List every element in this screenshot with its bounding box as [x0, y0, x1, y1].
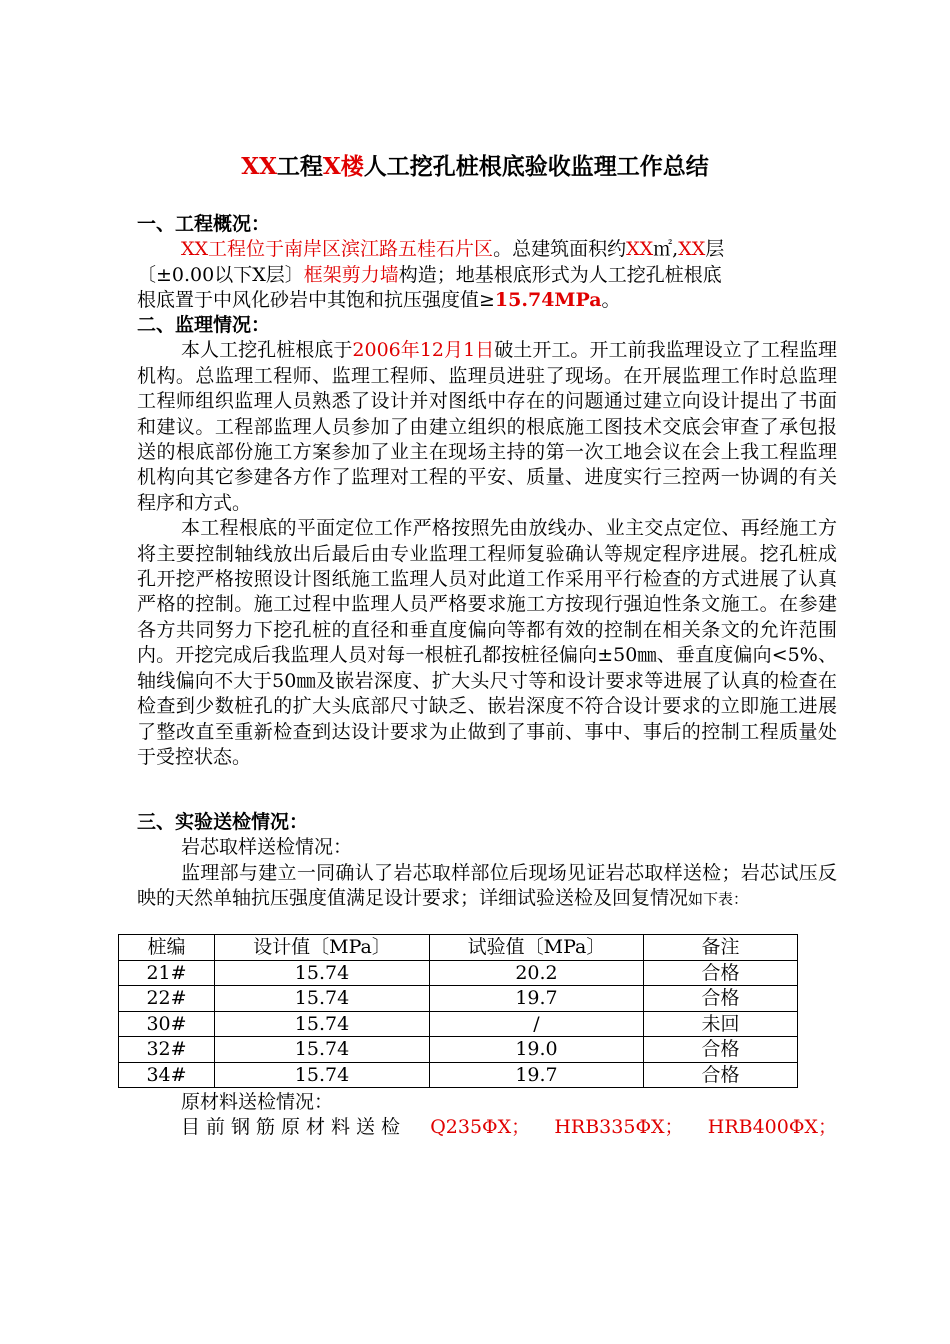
- table-cell: /: [430, 1011, 644, 1037]
- header-cell: 试验值〔MPa〕: [430, 935, 644, 961]
- table-cell: 15.74: [215, 986, 430, 1012]
- table-header-row: [119, 935, 798, 961]
- table-cell: 20.2: [430, 960, 644, 986]
- table-row: [119, 960, 798, 986]
- section-heading: 三、实验送检情况：: [137, 811, 309, 833]
- table-cell: 34#: [119, 1062, 215, 1088]
- table-row: [119, 1037, 798, 1063]
- basement-floors: 〔±0.00以下X层〕: [137, 263, 304, 286]
- section-project-overview: [137, 212, 837, 314]
- material-grade: HRB335ΦX；: [554, 1116, 684, 1139]
- section-heading: 二、监理情况：: [137, 314, 271, 336]
- table-cell: 15.74: [215, 960, 430, 986]
- project-location: XX工程位于南岸区滨江路五桂石片区: [181, 238, 494, 261]
- table-row: [119, 1011, 798, 1037]
- table-row: [119, 1062, 798, 1088]
- table-cell: 合格: [644, 1037, 798, 1063]
- overview-line-3: [137, 288, 837, 313]
- materials-line: [137, 1115, 837, 1140]
- table-cell: 19.7: [430, 1062, 644, 1088]
- test-results-table: [118, 934, 798, 1088]
- table-cell: 32#: [119, 1037, 215, 1063]
- header-cell: 备注: [644, 935, 798, 961]
- paragraph-text: 本人工挖孔桩根底于: [181, 339, 353, 362]
- paragraph-text: 监理部与建立一同确认了岩芯取样部位后现场见证岩芯取样送检；岩芯试压反映的天然单轴抗压强度值满足设计要求；详细试验送检及回复情况: [137, 861, 837, 910]
- table-cell: 21#: [119, 960, 215, 986]
- title-project-suffix: 工程: [276, 153, 323, 180]
- subheading-core-sampling: 岩芯取样送检情况：: [181, 836, 353, 859]
- material-grade: HRB400ΦX；: [707, 1116, 837, 1139]
- strength-value: 15.74MPa: [494, 289, 602, 312]
- start-date: 2006年12月1日: [352, 339, 495, 362]
- overview-text: 构造；地基根底形式为人工挖孔桩根底: [398, 263, 722, 286]
- supervision-paragraph-1: [137, 338, 837, 516]
- material-grade: Q235ΦX；: [430, 1116, 531, 1139]
- overview-line-2: [137, 263, 837, 288]
- header-cell: 设计值〔MPa〕: [215, 935, 430, 961]
- table-cell: 合格: [644, 986, 798, 1012]
- table-cell: 合格: [644, 1062, 798, 1088]
- section-supervision: [137, 313, 837, 770]
- page-title: [0, 148, 950, 181]
- structure-type: 框架剪力墙: [303, 263, 399, 286]
- title-building-name: X楼: [322, 153, 364, 180]
- section-heading: 一、工程概况：: [137, 213, 271, 235]
- table-cell: 19.0: [430, 1037, 644, 1063]
- title-main: 人工挖孔桩根底验收监理工作总结: [363, 153, 709, 180]
- table-cell: 15.74: [215, 1062, 430, 1088]
- table-row: [119, 986, 798, 1012]
- section-materials: [137, 1090, 837, 1141]
- floor-count: XX: [678, 238, 706, 261]
- table-cell: 15.74: [215, 1011, 430, 1037]
- overview-text: 。总建筑面积约: [493, 238, 627, 261]
- table-cell: 22#: [119, 986, 215, 1012]
- table-cell: 30#: [119, 1011, 215, 1037]
- table-intro: 如下表：: [688, 890, 749, 909]
- table-cell: 19.7: [430, 986, 644, 1012]
- area-value: XX: [626, 238, 654, 261]
- table-cell: 合格: [644, 960, 798, 986]
- table-cell: 15.74: [215, 1037, 430, 1063]
- overview-text: 根底置于中风化砂岩中其饱和抗压强度值≥: [137, 289, 495, 312]
- materials-text: 目前钢筋原材料送检: [181, 1116, 407, 1139]
- testing-paragraph: [137, 861, 837, 913]
- title-project-name: XX: [241, 153, 277, 180]
- area-unit: ㎡,: [653, 238, 679, 261]
- section-testing: [137, 810, 837, 913]
- header-cell: 桩编: [119, 935, 215, 961]
- supervision-paragraph-2: 本工程根底的平面定位工作严格按照先由放线办、业主交点定位、再经施工方将主要控制轴线放出后最后由专业监理工程师复验确认等规定程序进展。挖孔桩成孔开挖严格按照设计图纸施工监理人员对此道工作采用平行检查的方式进展了认真严格的控制。施工过程中监理人员严格要求施工方按现行强迫性条文施工。在参建各方共同努力下挖孔桩的直径和垂直度偏向等都有效的控制在相关条文的允许范围内。开挖完成后我监理人员对每一根桩孔都按桩径偏向±50㎜、垂直度偏向<5%、轴线偏向不大于50㎜及嵌岩深度、扩大头尺寸等和设计要求等进展了认真的检查在检查到少数桩孔的扩大头底部尺寸缺乏、嵌岩深度不符合设计要求的立即施工进展了整改直至重新检查到达设计要求为止做到了事前、事中、事后的控制工程质量处于受控状态。: [137, 517, 837, 768]
- overview-line-1: [137, 237, 837, 262]
- paragraph-text: 破土开工。开工前我监理设立了工程监理机构。总监理工程师、监理工程师、监理员进驻了现场。在开展监理工作时总监理工程师组织监理人员熟悉了设计并对图纸中存在的问题通过建立向设计提出了书面和建议。工程部监理人员参加了由建立组织的根底施工图技术交底会审查了承包报送的根底部份施工方案参加了业主在现场主持的第一次工地会议在会上我工程监理机构向其它参建各方作了监理对工程的平安、质量、进度实行三控两一协调的有关程序和方式。: [137, 339, 837, 514]
- overview-text: 。: [601, 289, 621, 312]
- subheading-materials: 原材料送检情况：: [181, 1091, 334, 1113]
- floor-label: 层: [705, 238, 725, 261]
- table-cell: 未回: [644, 1011, 798, 1037]
